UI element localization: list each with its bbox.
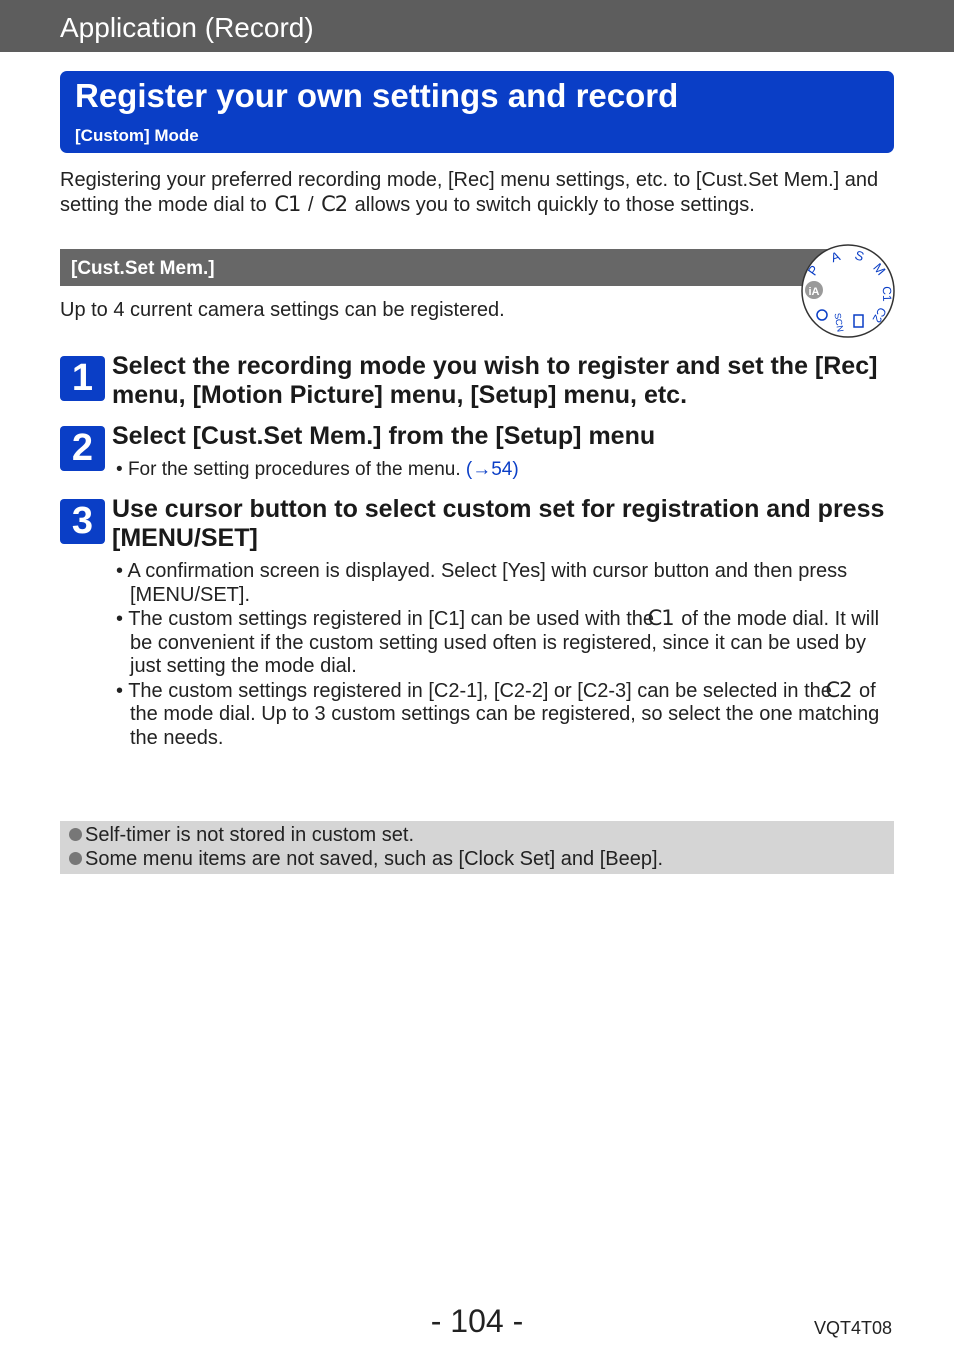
mode-dial-label-c1: C1 (879, 285, 895, 302)
mode-dial-label-c2: C2 (869, 304, 890, 326)
step-3-bullet-2-text-post: of the mode dial. It will be convenient if the custom setting used often is registered, since it can be used by just setting the mode dial. (130, 608, 880, 677)
c2-mode-icon: C2 (825, 677, 852, 702)
note-item (69, 848, 663, 871)
step-3-bullet-1: • A confirmation screen is displayed. Select [Yes] with cursor button and then press [MENU/SET]. (116, 560, 848, 606)
mode-dial-label-p: P (804, 262, 822, 279)
step-3-badge: 3 (60, 499, 105, 544)
intro-text-1: Registering your preferred recording mode, [Rec] menu settings, etc. to [Cust.Set Mem.] and setting the mode dial to (60, 169, 879, 216)
mode-dial-label-s: S (852, 247, 867, 265)
intro-paragraph (60, 168, 900, 217)
subsection-title: [Cust.Set Mem.] (71, 258, 215, 279)
intro-text-2: allows you to switch quickly to those settings. (354, 194, 755, 216)
mode-dial-label-ia: iA (808, 286, 820, 298)
subsection-bar (60, 249, 844, 286)
notes-box (60, 821, 894, 874)
step-3-bullet-1-text: A confirmation screen is displayed. Select [Yes] with cursor button and then press [MENU/SET]. (127, 560, 848, 606)
subsection-lead: Up to 4 current camera settings can be registered. (60, 299, 505, 321)
app-header-title: Application (Record) (60, 12, 314, 43)
step-3-bullet-2: • The custom settings registered in [C1] can be used with the C1 of the mode dial. It will be convenient if the custom setting used often is registered, since it can be used by just setting the mode dial. (116, 606, 880, 677)
mode-dial-label-scn: SCN (832, 312, 846, 333)
page-reference-link[interactable]: (→54) (465, 459, 519, 480)
step-2-bullet-text: For the setting procedures of the menu. (127, 459, 461, 480)
step-3-bullet-3: • The custom settings registered in [C2-1], [C2-2] or [C2-3] can be selected in the C2 of the mode dial. Up to 3 custom settings can be registered, so select the one matching the needs. (116, 677, 880, 749)
c1-mode-icon: C1 (647, 606, 674, 630)
page-number: - 104 - (430, 1303, 524, 1339)
note-item (69, 824, 414, 847)
step-3-title: Use cursor button to select custom set for registration and press [MENU/SET] (112, 495, 885, 552)
app-header-bar (0, 0, 954, 52)
page-heading (60, 71, 894, 153)
intro-separator: / (302, 194, 320, 216)
c1-mode-icon: C1 (274, 192, 301, 216)
step-3-bullets (116, 560, 896, 750)
step-3-bullet-3-text-post: of the mode dial. Up to 3 custom settings can be registered, so select the one matching the needs. (130, 679, 880, 749)
page-title: Register your own settings and record (75, 77, 679, 114)
mode-dial-label-m: M (870, 260, 889, 279)
step-3-bullet-2-text-pre: The custom settings registered in [C1] can be used with the (128, 608, 655, 630)
note-text: Some menu items are not saved, such as [Clock Set] and [Beep]. (85, 848, 664, 870)
document-code: VQT4T08 (814, 1318, 893, 1338)
c2-mode-icon: C2 (321, 192, 348, 216)
step-2-title: Select [Cust.Set Mem.] from the [Setup] menu (112, 422, 656, 450)
step-2-badge: 2 (60, 426, 105, 471)
bullet-dot-icon (69, 852, 82, 865)
mode-dial-icon (800, 243, 896, 339)
step-3-bullet-3-text-pre: The custom settings registered in [C2-1], [C2-2] or [C2-3] can be selected in the (128, 679, 832, 702)
bullet-dot-icon (69, 828, 82, 841)
step-2-bullet: • For the setting procedures of the menu. (→54) (116, 459, 519, 480)
step-1-badge: 1 (60, 356, 105, 401)
note-text: Self-timer is not stored in custom set. (85, 824, 415, 846)
step-1-title: Select the recording mode you wish to register and set the [Rec] menu, [Motion Picture] menu, [Setup] menu, etc. (112, 352, 878, 409)
step-2-bullets (116, 458, 896, 482)
mode-dial-label-a: A (828, 248, 843, 266)
page-subtitle: [Custom] Mode (75, 126, 199, 145)
